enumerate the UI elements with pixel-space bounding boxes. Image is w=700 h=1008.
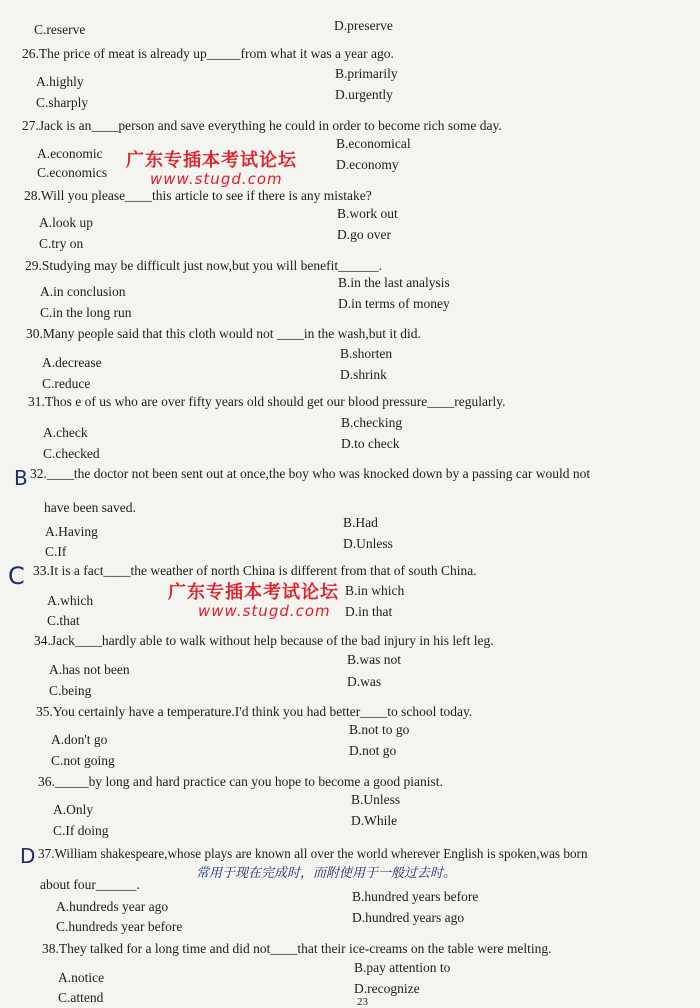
handwritten-note-q37: 常用于现在完成时，而附使用于一般过去时。 xyxy=(196,866,457,881)
q31-option-a: A.check xyxy=(43,425,88,440)
q38-option-c: C.attend xyxy=(58,990,104,1005)
q30-option-b: B.shorten xyxy=(340,346,393,361)
q29-option-c: C.in the long run xyxy=(40,305,132,320)
watermark-url: www.stugd.com xyxy=(198,602,331,620)
q27-option-c: C.economics xyxy=(37,165,108,180)
q32-option-a: A.Having xyxy=(45,524,98,539)
question-32-stem: 32.____the doctor not been sent out at once,the boy who was knocked down by a passing car would not xyxy=(30,466,591,481)
watermark-cn: 广东专插本考试论坛 xyxy=(126,150,297,171)
q34-option-d: D.was xyxy=(347,674,382,689)
question-38-stem: 38.They talked for a long time and did not____that their ice-creams on the table were melting. xyxy=(42,941,552,956)
q33-option-d: D.in that xyxy=(345,604,393,619)
q35-option-d: D.not go xyxy=(349,743,397,758)
q36-option-c: C.If doing xyxy=(53,823,109,838)
q28-option-b: B.work out xyxy=(337,206,398,221)
q26-option-d: D.urgently xyxy=(335,87,393,102)
q36-option-a: A.Only xyxy=(53,802,94,817)
question-36-stem: 36._____by long and hard practice can you hope to become a good pianist. xyxy=(38,774,443,789)
question-27-stem: 27.Jack is an____person and save everything he could in order to become rich some day. xyxy=(22,118,502,133)
question-32-stem-cont: have been saved. xyxy=(44,500,136,515)
q32-option-c: C.If xyxy=(45,544,67,559)
question-28-stem: 28.Will you please____this article to see if there is any mistake? xyxy=(24,188,372,203)
watermark-url: www.stugd.com xyxy=(150,170,283,188)
q37-option-d: D.hundred years ago xyxy=(352,910,465,925)
q36-option-b: B.Unless xyxy=(351,792,401,807)
question-34-stem: 34.Jack____hardly able to walk without help because of the bad injury in his left leg. xyxy=(34,633,494,648)
answer-mark-q32: B xyxy=(14,466,28,490)
q28-option-d: D.go over xyxy=(337,227,391,242)
q27-option-a: A.economic xyxy=(37,146,103,161)
q34-option-a: A.has not been xyxy=(49,662,130,677)
q27-option-d: D.economy xyxy=(336,157,399,172)
question-26-stem: 26.The price of meat is already up_____from what it was a year ago. xyxy=(22,46,394,61)
answer-mark-q37: D xyxy=(20,844,36,868)
q35-option-a: A.don't go xyxy=(51,732,108,747)
q38-option-d: D.recognize xyxy=(354,981,420,996)
q28-option-a: A.look up xyxy=(39,215,93,230)
question-33-stem: 33.It is a fact____the weather of north China is different from that of south China. xyxy=(33,563,477,578)
q26-option-c: C.sharply xyxy=(36,95,89,110)
q28-option-c: C.try on xyxy=(39,236,84,251)
question-35-stem: 35.You certainly have a temperature.I'd think you had better____to school today. xyxy=(36,704,473,719)
q37-option-a: A.hundreds year ago xyxy=(56,899,169,914)
q29-option-d: D.in terms of money xyxy=(338,296,450,311)
page-number: 23 xyxy=(357,996,368,1008)
question-37-stem-cont: about four______. xyxy=(40,877,140,892)
q32-option-b: B.Had xyxy=(343,515,378,530)
q34-option-b: B.was not xyxy=(347,652,401,667)
q33-option-c: C.that xyxy=(47,613,80,628)
answer-mark-q33: C xyxy=(8,562,25,590)
q33-option-a: A.which xyxy=(47,593,94,608)
question-29-stem: 29.Studying may be difficult just now,but you will benefit______. xyxy=(25,258,382,273)
q27-option-b: B.economical xyxy=(336,136,411,151)
question-31-stem: 31.Thos e of us who are over fifty years old should get our blood pressure____regularly. xyxy=(28,394,506,409)
q33-option-b: B.in which xyxy=(345,583,405,598)
question-37-stem: 37.William shakespeare,whose plays are known all over the world wherever English is spoken,was born xyxy=(38,846,588,861)
q35-option-c: C.not going xyxy=(51,753,115,768)
q32-option-d: D.Unless xyxy=(343,536,393,551)
q35-option-b: B.not to go xyxy=(349,722,410,737)
q31-option-b: B.checking xyxy=(341,415,403,430)
q37-option-b: B.hundred years before xyxy=(352,889,479,904)
q29-option-b: B.in the last analysis xyxy=(338,275,450,290)
q30-option-d: D.shrink xyxy=(340,367,387,382)
q31-option-c: C.checked xyxy=(43,446,100,461)
q37-option-c: C.hundreds year before xyxy=(56,919,183,934)
q38-option-a: A.notice xyxy=(58,970,105,985)
question-30-stem: 30.Many people said that this cloth would not ____in the wash,but it did. xyxy=(26,326,421,341)
option-d: D.preserve xyxy=(334,18,393,33)
option-c: C.reserve xyxy=(34,22,86,37)
q26-option-b: B.primarily xyxy=(335,66,398,81)
q26-option-a: A.highly xyxy=(36,74,84,89)
watermark-cn: 广东专插本考试论坛 xyxy=(168,582,339,603)
q30-option-a: A.decrease xyxy=(42,355,102,370)
q31-option-d: D.to check xyxy=(341,436,400,451)
q34-option-c: C.being xyxy=(49,683,92,698)
q29-option-a: A.in conclusion xyxy=(40,284,126,299)
q38-option-b: B.pay attention to xyxy=(354,960,451,975)
q36-option-d: D.While xyxy=(351,813,398,828)
q30-option-c: C.reduce xyxy=(42,376,91,391)
